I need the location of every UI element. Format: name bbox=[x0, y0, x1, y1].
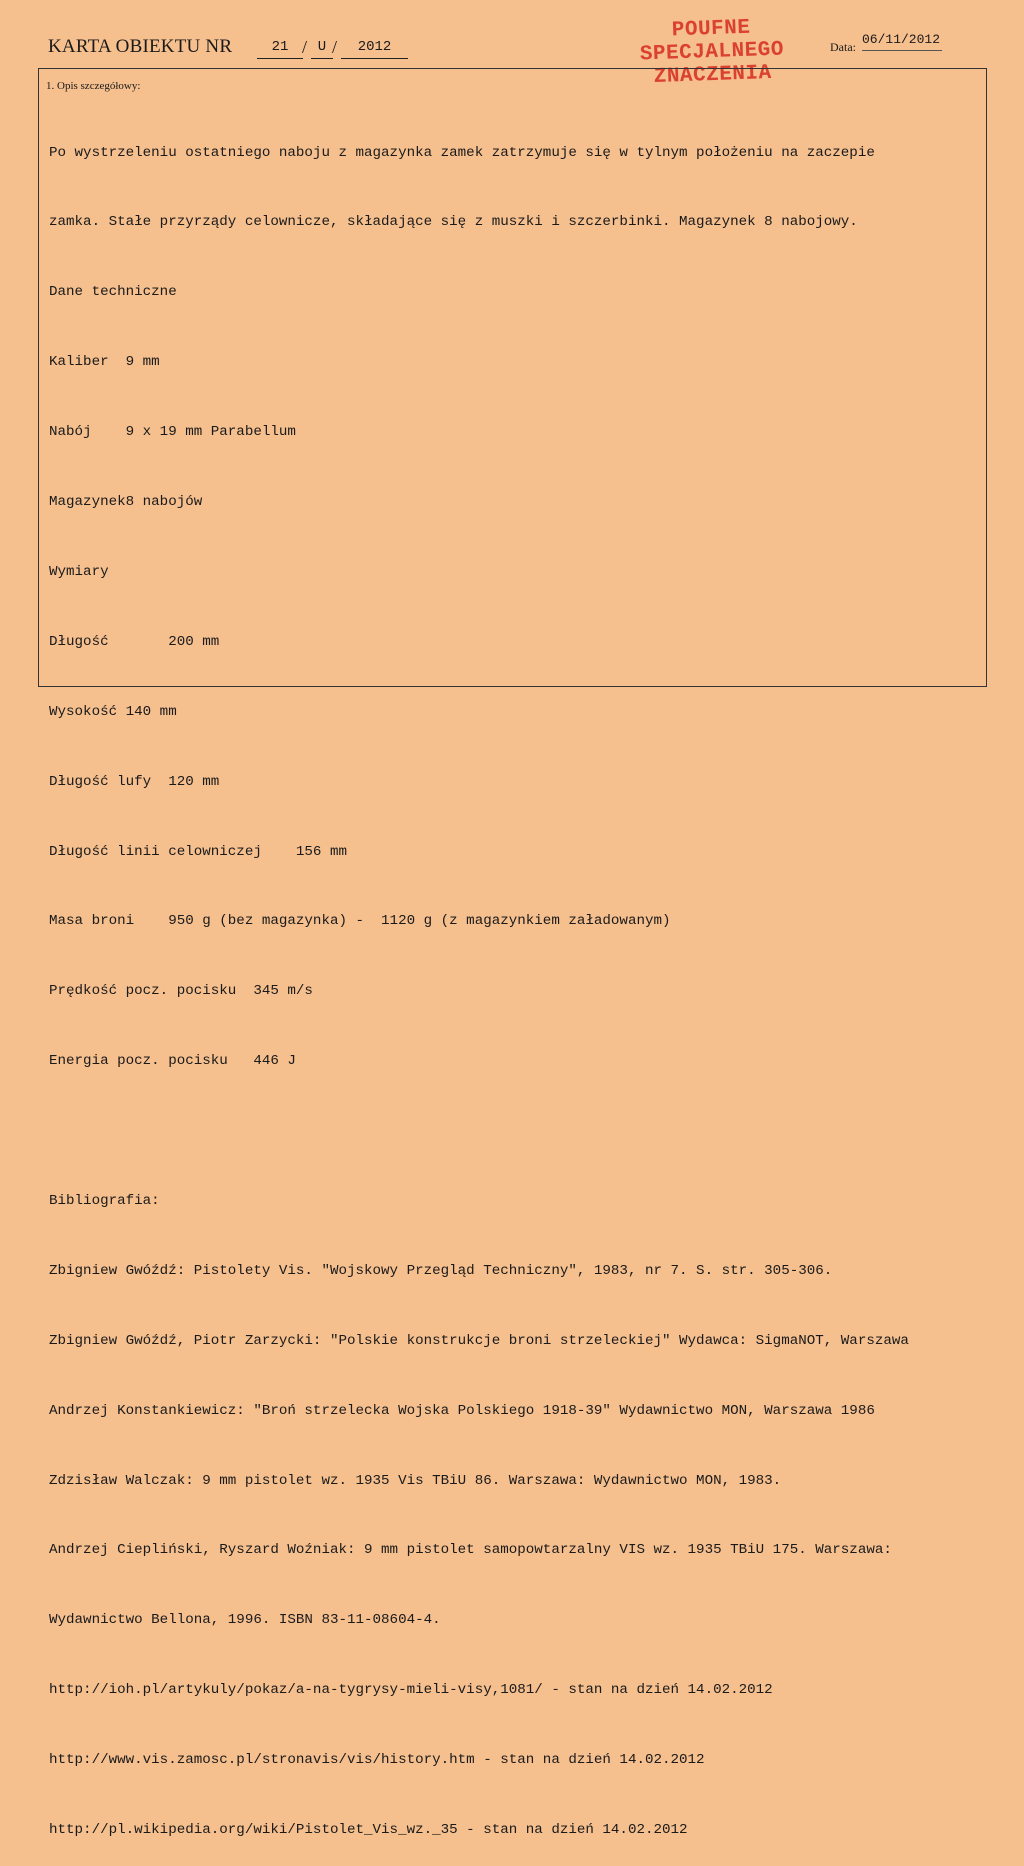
bibliography-heading: Bibliografia: bbox=[49, 1192, 160, 1209]
bibliography-entry: Wydawnictwo Bellona, 1996. ISBN 83-11-08604-4. bbox=[49, 1612, 441, 1629]
text-line: Długość 200 mm bbox=[49, 633, 220, 650]
text-line: Kaliber 9 mm bbox=[49, 354, 160, 371]
number-separator: / bbox=[332, 37, 338, 57]
stamp-line-2: SPECJALNEGO bbox=[639, 38, 785, 67]
stamp-line-3: ZNACZENIA bbox=[653, 61, 773, 90]
date-value: 06/11/2012 bbox=[862, 32, 942, 51]
text-line: Nabój 9 x 19 mm Parabellum bbox=[49, 424, 296, 441]
bibliography-entry: Zdzisław Walczak: 9 mm pistolet wz. 1935 Vis TBiU 86. Warszawa: Wydawnictwo MON, 1983. bbox=[49, 1472, 782, 1489]
date-label: Data: bbox=[830, 40, 856, 54]
bibliography-link: http://www.vis.zamosc.pl/stronavis/vis/history.htm - stan na dzień 14.02.2012 bbox=[49, 1752, 705, 1769]
text-line: Długość lufy 120 mm bbox=[49, 773, 220, 790]
blank-line bbox=[49, 1120, 979, 1143]
bibliography-link: http://ioh.pl/artykuly/pokaz/a-na-tygrysy-mieli-visy,1081/ - stan na dzień 14.02.2012 bbox=[49, 1682, 773, 1699]
card-number-part3: 2012 bbox=[341, 36, 408, 59]
description-body bbox=[49, 95, 979, 1866]
bibliography-entry: Zbigniew Gwóźdź: Pistolety Vis. "Wojskowy Przegląd Techniczny", 1983, nr 7. S. str. 305-306. bbox=[49, 1262, 833, 1279]
stamp-line-1: POUFNE bbox=[671, 16, 751, 43]
text-line: Długość linii celowniczej 156 mm bbox=[49, 843, 347, 860]
bibliography-entry: Andrzej Konstankiewicz: "Broń strzelecka Wojska Polskiego 1918-39" Wydawnictwo MON, Warszawa 1986 bbox=[49, 1402, 875, 1419]
bibliography-link: http://pl.wikipedia.org/wiki/Pistolet_Vis_wz._35 - stan na dzień 14.02.2012 bbox=[49, 1821, 688, 1838]
text-line: Prędkość pocz. pocisku 345 m/s bbox=[49, 983, 313, 1000]
text-line: Magazynek8 nabojów bbox=[49, 494, 203, 511]
text-line: Wysokość 140 mm bbox=[49, 703, 177, 720]
bibliography-entry: Zbigniew Gwóźdź, Piotr Zarzycki: "Polskie konstrukcje broni strzeleckiej" Wydawca: SigmaNOT, Warszawa bbox=[49, 1332, 909, 1349]
card-title: KARTA OBIEKTU NR bbox=[48, 36, 233, 57]
text-line: Energia pocz. pocisku 446 J bbox=[49, 1053, 296, 1070]
card-number-part2: U bbox=[311, 36, 333, 59]
card-number-part1: 21 bbox=[257, 36, 303, 59]
text-line: zamka. Stałe przyrządy celownicze, składające się z muszki i szczerbinki. Magazynek 8 nabojowy. bbox=[49, 214, 858, 231]
text-line: Dane techniczne bbox=[49, 284, 177, 301]
number-separator: / bbox=[302, 37, 308, 57]
text-line: Po wystrzeleniu ostatniego naboju z magazynka zamek zatrzymuje się w tylnym położeniu na zaczepie bbox=[49, 144, 875, 161]
section-label: 1. Opis szczegółowy: bbox=[46, 80, 141, 92]
bibliography-entry: Andrzej Ciepliński, Ryszard Woźniak: 9 mm pistolet samopowtarzalny VIS wz. 1935 TBiU 175. Warszawa: bbox=[49, 1542, 892, 1559]
text-line: Masa broni 950 g (bez magazynka) - 1120 g (z magazynkiem załadowanym) bbox=[49, 913, 671, 930]
text-line: Wymiary bbox=[49, 563, 109, 580]
